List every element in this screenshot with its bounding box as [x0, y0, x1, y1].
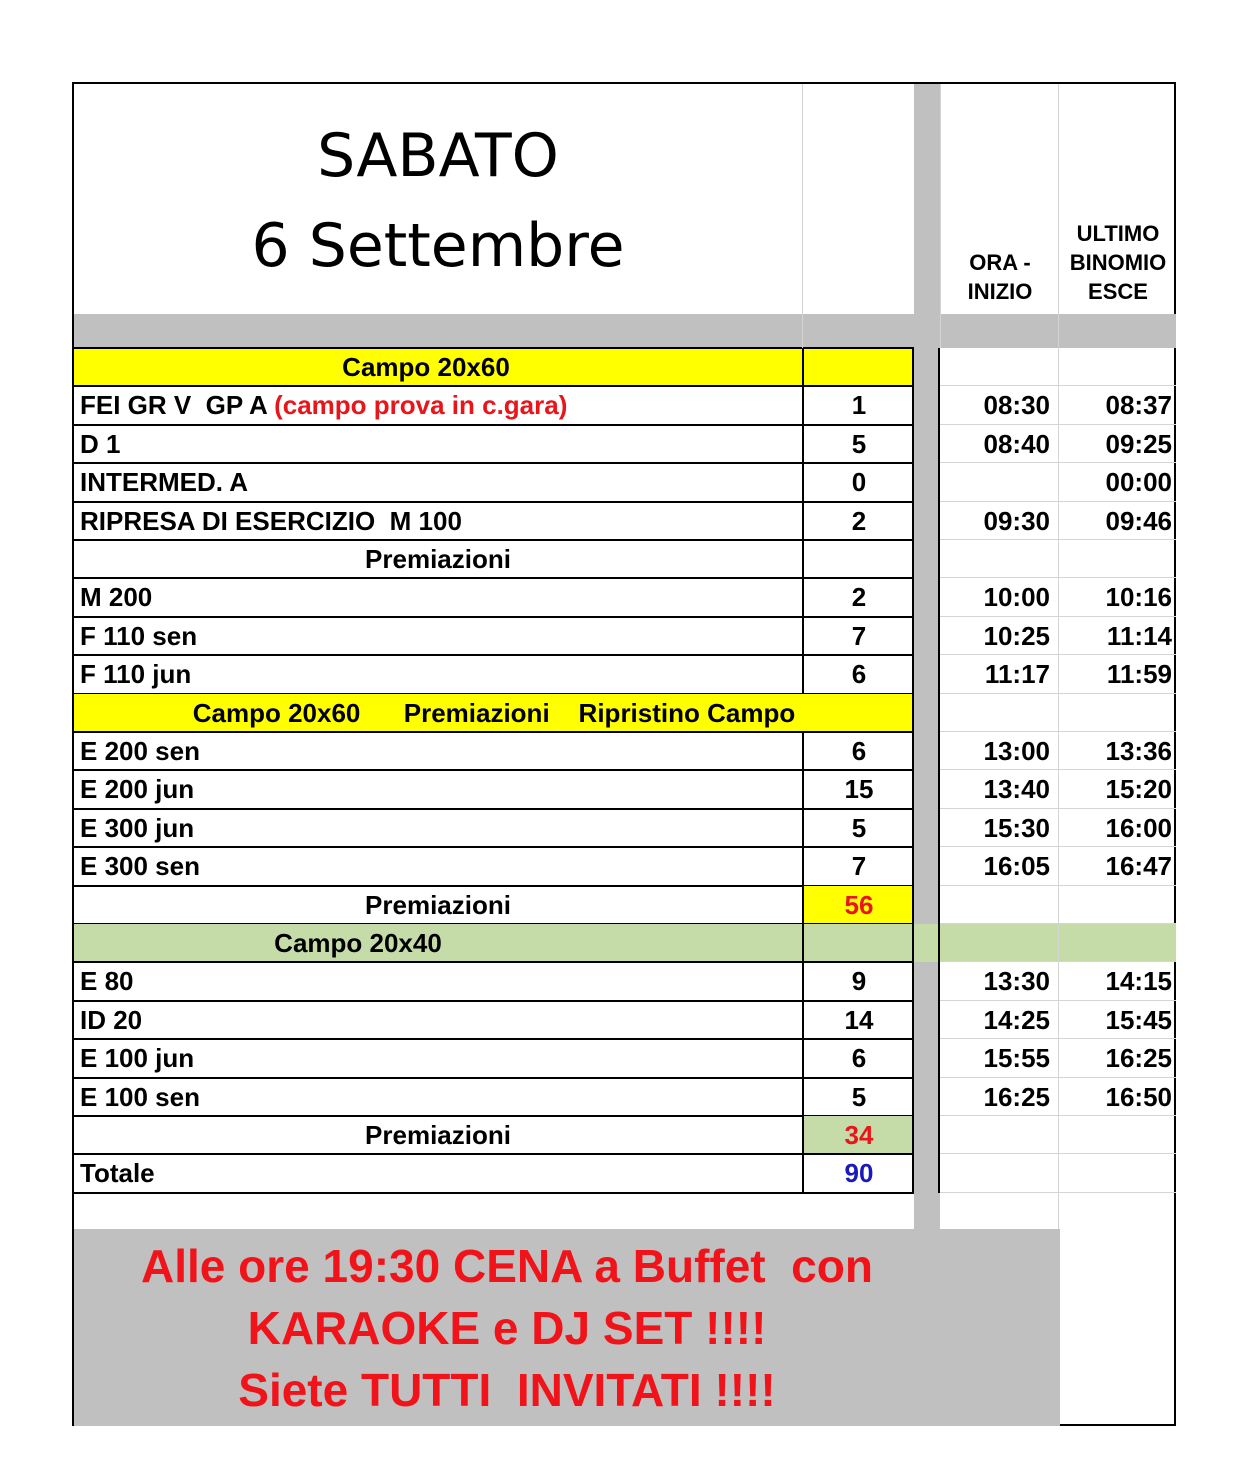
last-exit-time: 15:20 — [1105, 774, 1172, 805]
start-time — [940, 540, 1056, 578]
row-border — [74, 1038, 914, 1040]
row-border — [74, 616, 914, 618]
entries-count: 90 — [844, 1158, 874, 1189]
row-label-text: E 100 jun — [80, 1043, 195, 1074]
row-label-text: D 1 — [80, 428, 121, 459]
row-label-note: (campo prova in c.gara) — [274, 390, 568, 421]
last-exit-time: 16:50 — [1105, 1081, 1172, 1112]
last-exit-time: 11:59 — [1106, 659, 1172, 690]
col-divider-times — [1058, 84, 1059, 1229]
class-name — [80, 1001, 142, 1039]
row-label-text: Campo 20x60 — [342, 352, 510, 382]
class-name — [80, 1039, 194, 1077]
class-name — [80, 386, 567, 424]
entries-count: 5 — [851, 812, 867, 843]
last-exit-time: 09:25 — [1105, 428, 1172, 459]
entries-count: 1 — [851, 390, 867, 421]
start-time: 16:05 — [983, 851, 1050, 882]
row-label-text: Premiazioni — [365, 889, 511, 920]
start-time — [940, 886, 1056, 924]
start-time: 08:30 — [983, 390, 1050, 421]
row-label-text: E 200 jun — [80, 774, 195, 805]
col-divider-strip-right — [938, 348, 940, 1193]
start-time: 08:40 — [983, 428, 1050, 459]
start-time — [940, 924, 1056, 962]
entries-count: 14 — [844, 1004, 874, 1035]
class-name — [80, 1078, 200, 1116]
start-time: 14:25 — [983, 1004, 1050, 1035]
row-border — [74, 424, 914, 426]
award-label — [74, 1116, 802, 1154]
col-divider-num-a — [802, 348, 804, 694]
class-name — [80, 732, 200, 770]
class-name — [80, 770, 194, 808]
start-time — [940, 694, 1056, 732]
row-border — [74, 654, 914, 656]
last-exit-time: 09:46 — [1105, 505, 1172, 536]
award-label — [74, 540, 802, 578]
last-exit-time — [1060, 540, 1176, 578]
start-time: 11:17 — [984, 659, 1050, 690]
class-name — [80, 502, 462, 540]
start-time — [940, 1154, 1056, 1192]
last-exit-time: 13:36 — [1105, 736, 1172, 766]
class-name — [80, 962, 134, 1000]
last-exit-time: 16:25 — [1105, 1043, 1172, 1074]
row-border — [74, 808, 914, 810]
header-ultimo-line2: BINOMIO — [1069, 250, 1167, 275]
col-divider-header-left — [940, 84, 941, 348]
start-time — [940, 1116, 1056, 1154]
row-border — [74, 1153, 914, 1155]
start-time: 15:55 — [983, 1043, 1050, 1074]
header-ora-line1: ORA - — [969, 250, 1031, 275]
table-top-border — [74, 347, 914, 349]
class-name — [80, 425, 120, 463]
entries-count: 5 — [851, 428, 867, 459]
row-label-text: Premiazioni — [365, 544, 511, 574]
last-exit-time: 08:37 — [1105, 390, 1172, 421]
entries-count — [804, 348, 914, 386]
last-exit-time — [1060, 1154, 1176, 1192]
last-exit-time — [1060, 1116, 1176, 1154]
entries-count: 2 — [851, 582, 867, 613]
col-divider-num — [802, 84, 803, 348]
row-label-text: Campo 20x40 — [274, 928, 442, 958]
row-label-text: FEI GR V GP A — [80, 390, 275, 421]
entries-count: 7 — [851, 620, 867, 651]
col-divider-strip-left — [912, 348, 914, 1193]
col-divider-num-b — [802, 732, 804, 1193]
row-label-text: E 100 sen — [80, 1081, 200, 1112]
class-name — [80, 617, 197, 655]
entries-count: 0 — [851, 467, 867, 498]
row-border — [74, 961, 914, 963]
row-border — [74, 731, 914, 733]
start-time: 15:30 — [983, 812, 1050, 843]
last-exit-time: 14:15 — [1105, 966, 1172, 997]
entries-count — [804, 540, 914, 578]
last-exit-time: 15:45 — [1105, 1004, 1172, 1035]
start-time — [940, 463, 1056, 501]
header-ora-line2: INIZIO — [967, 279, 1033, 304]
row-label-text: Premiazioni — [365, 1120, 511, 1150]
row-label-text: F 110 sen — [80, 620, 198, 651]
entries-count: 34 — [844, 1120, 874, 1150]
entries-count: 15 — [844, 774, 874, 805]
header-separator-band — [74, 314, 1176, 348]
last-exit-time — [1060, 924, 1176, 962]
start-time: 10:25 — [983, 620, 1050, 651]
page-title-day: SABATO — [317, 121, 559, 191]
row-border — [74, 1000, 914, 1002]
last-exit-time — [1060, 886, 1176, 924]
section-title — [74, 694, 914, 732]
entries-count: 2 — [851, 505, 867, 536]
row-label-text: E 300 jun — [80, 812, 195, 843]
class-name — [80, 655, 191, 693]
class-name — [80, 578, 152, 616]
section-title — [0, 924, 722, 962]
start-time: 13:30 — [983, 966, 1050, 997]
last-exit-time: 16:00 — [1105, 812, 1172, 843]
row-border — [74, 1192, 914, 1194]
grand-total-label — [80, 1154, 155, 1192]
row-label-text: M 200 — [80, 582, 153, 613]
last-exit-time: 16:47 — [1105, 851, 1172, 882]
start-time: 16:25 — [983, 1081, 1050, 1112]
banner-line-3: Siete TUTTI INVITATI !!!! — [238, 1364, 776, 1416]
class-name — [80, 809, 194, 847]
class-name — [80, 847, 200, 885]
start-time — [940, 348, 1056, 386]
entries-count: 56 — [844, 889, 874, 920]
entries-count: 9 — [851, 966, 867, 997]
grey-column-strip — [914, 84, 940, 1229]
row-label-text: E 300 sen — [80, 851, 200, 882]
start-time: 09:30 — [983, 505, 1050, 536]
entries-count: 6 — [851, 1043, 867, 1074]
row-label-text: E 80 — [80, 966, 134, 997]
row-label-text: RIPRESA DI ESERCIZIO M 100 — [80, 505, 462, 536]
page-title-date: 6 Settembre — [251, 211, 625, 281]
header-ultimo-binomio — [1060, 219, 1176, 306]
last-exit-time — [1060, 348, 1176, 386]
row-border — [74, 846, 914, 848]
dinner-banner — [74, 1229, 1060, 1426]
entries-count: 6 — [851, 659, 867, 690]
start-time: 10:00 — [983, 582, 1050, 613]
row-label-text: E 200 sen — [80, 736, 200, 766]
row-label-text: Campo 20x60 Premiazioni Ripristino Campo — [192, 697, 796, 728]
last-exit-time — [1060, 694, 1176, 732]
row-border — [74, 769, 914, 771]
entries-count: 7 — [851, 851, 867, 882]
banner-line-1: Alle ore 19:30 CENA a Buffet con — [141, 1240, 873, 1292]
schedule-sheet — [72, 82, 1176, 1426]
row-border — [74, 1077, 914, 1079]
row-label-text: Totale — [80, 1158, 155, 1189]
banner-line-2: KARAOKE e DJ SET !!!! — [247, 1302, 767, 1354]
last-exit-time: 00:00 — [1105, 467, 1172, 498]
entries-count — [804, 694, 914, 732]
row-label-text: INTERMED. A — [80, 467, 249, 498]
row-label-text: ID 20 — [80, 1004, 143, 1035]
entries-count: 5 — [851, 1081, 867, 1112]
start-time: 13:40 — [983, 774, 1050, 805]
section-title — [62, 348, 790, 386]
header-ora-inizio — [940, 248, 1060, 306]
row-label-text: F 110 jun — [80, 659, 192, 690]
class-name — [80, 463, 248, 501]
last-exit-time: 10:16 — [1105, 582, 1172, 613]
award-label — [74, 886, 802, 924]
start-time: 13:00 — [983, 736, 1050, 766]
last-exit-time: 11:14 — [1106, 620, 1172, 651]
entries-count — [804, 924, 914, 962]
row-border — [74, 577, 914, 579]
entries-count: 6 — [851, 736, 867, 766]
header-ultimo-line1: ULTIMO — [1076, 221, 1160, 246]
header-ultimo-line3: ESCE — [1088, 279, 1148, 304]
